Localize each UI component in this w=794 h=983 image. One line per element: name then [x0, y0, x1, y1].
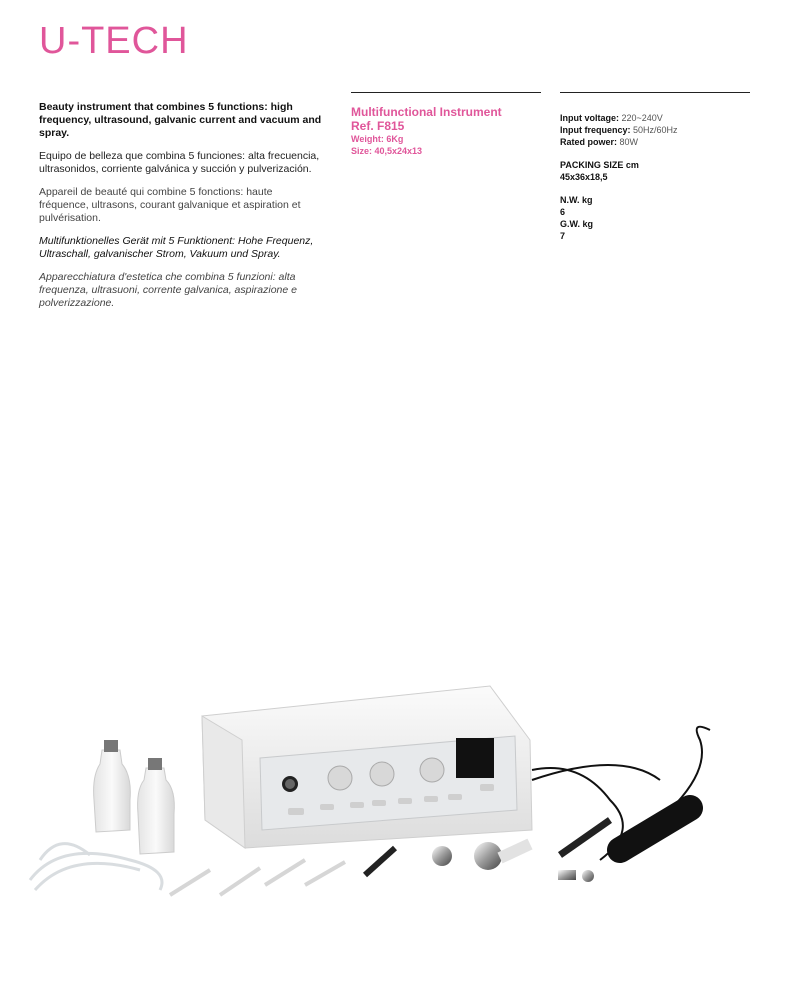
net-weight-value: 6 [560, 207, 566, 217]
packing-size-value: 45x36x18,5 [560, 172, 608, 182]
description-spanish: Equipo de belleza que combina 5 funciones: alta frecuencia, ultrasonidos, corriente galvánica y succión y pulverización. [39, 150, 320, 175]
description-french: Appareil de beauté qui combine 5 fonctions: haute fréquence, ultrasons, courant galvanique et aspiration et pulvérisation. [39, 186, 301, 224]
spec-value: 50Hz/60Hz [633, 125, 678, 135]
description-column [39, 101, 325, 320]
spec-label: Input frequency: [560, 125, 631, 135]
product-size: Size: 40,5x24x13 [351, 146, 423, 156]
glass-electrodes [170, 860, 345, 895]
brand-title: U-TECH [39, 20, 189, 62]
spec-input-frequency [560, 124, 750, 136]
spec-label: Input voltage: [560, 113, 619, 123]
spec-input-voltage [560, 112, 750, 124]
device-body [202, 686, 532, 848]
net-weight-label: N.W. kg [560, 195, 593, 205]
spec-value: 80W [619, 137, 639, 147]
description-german: Multifunktionelles Gerät mit 5 Funktionent: Hohe Frequenz, Ultraschall, galvanischer Strom, Vakuum und Spray. [39, 235, 314, 260]
product-ref: Ref. F815 [351, 119, 405, 133]
product-divider [351, 92, 541, 93]
spec-rated-power [560, 136, 750, 148]
specs-column [560, 112, 750, 242]
product-photo [20, 680, 740, 910]
gross-weight-value: 7 [560, 231, 566, 241]
spec-value: 220~240V [621, 113, 663, 123]
gross-weight-label: G.W. kg [560, 219, 594, 229]
specs-divider [560, 92, 750, 93]
product-info [351, 105, 541, 157]
product-title: Multifunctional Instrument [351, 105, 502, 119]
description-english: Beauty instrument that combines 5 functions: high frequency, ultrasound, galvanic current and vacuum and spray. [39, 101, 322, 139]
description-italian: Apparecchiatura d'estetica che combina 5 funzioni: alta frequenza, ultrasuoni, corrente galvanica, aspirazione e polverizzazione. [39, 271, 297, 309]
product-weight: Weight: 6Kg [351, 134, 404, 144]
packing-size-label: PACKING SIZE cm [560, 160, 639, 170]
spray-bottles [94, 740, 175, 854]
spec-label: Rated power: [560, 137, 618, 147]
